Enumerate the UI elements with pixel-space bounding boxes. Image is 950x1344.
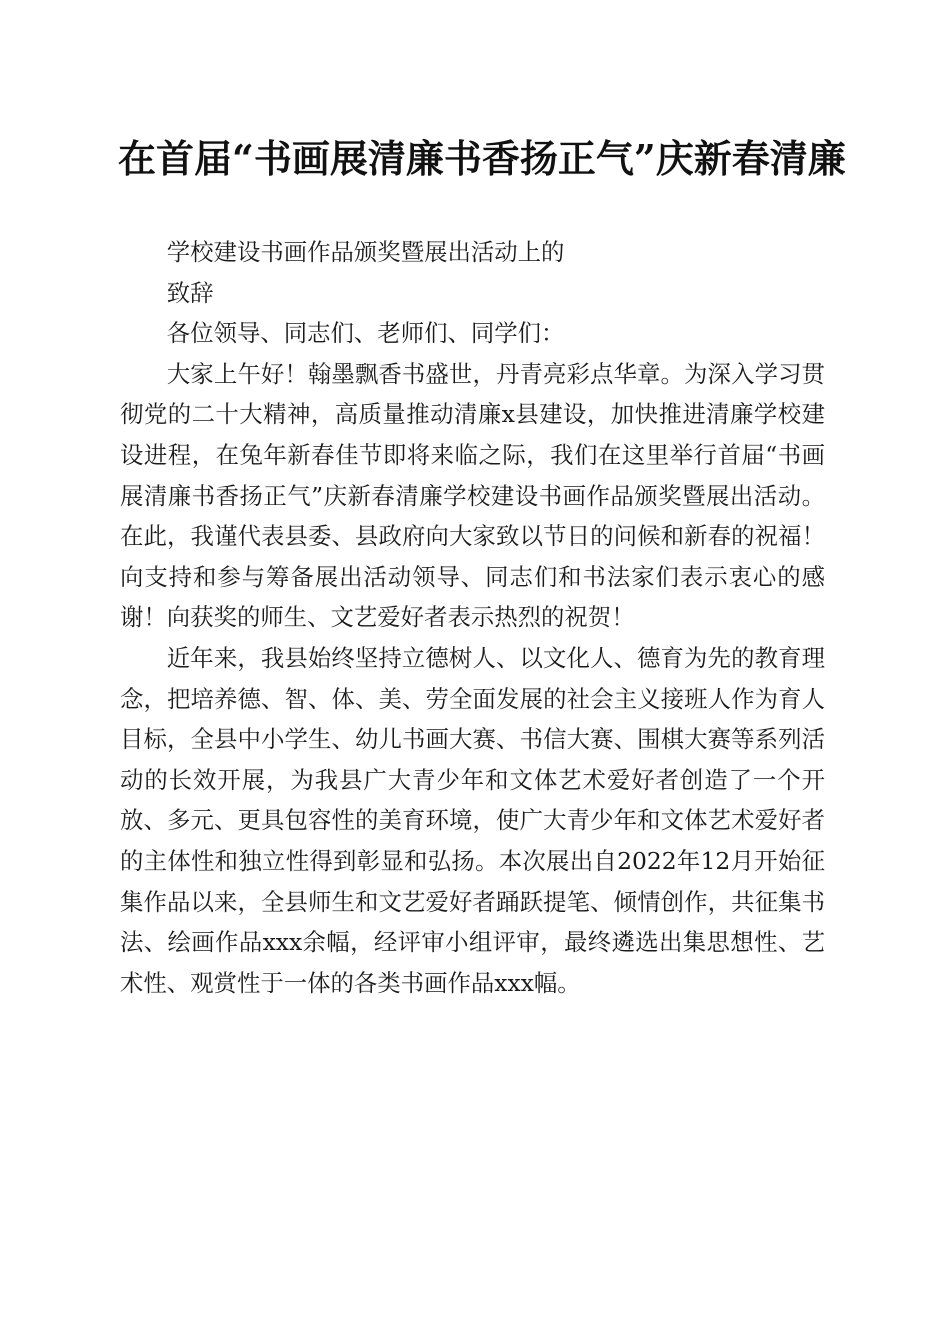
salutation: 各位领导、同志们、老师们、同学们： — [166, 319, 565, 348]
paragraph-background: 近年来，我县始终坚持立德树人、以文化人、德育为先的教育理念，把培养德、智、体、美、劳全面发展的社会主义接班人作为育人目标，全县中小学生、幼儿书画大赛、书信大赛、围棋大赛等系列活动的长效开展，为我县广大青少年和文体艺术爱好者创造了一个开放、多元、更具包容性的美育环境，使广大青少年和文体艺术爱好者的主体性和独立性得到彰显和弘扬。本次展出自2022年12月开始征集作品以来，全县师生和文艺爱好者踊跃提笔、倾情创作，共征集书法、绘画作品xxx余幅，经评审小组评审，最终遴选出集思想性、艺术性、观赏性于一体的各类书画作品xxx幅。 — [120, 643, 825, 997]
document-body — [120, 232, 825, 1003]
document-title: 在首届“书画展清廉书香扬正气”庆新春清廉 — [118, 136, 846, 181]
subtitle-line: 学校建设书画作品颁奖暨展出活动上的 — [166, 238, 565, 266]
paragraph-greeting: 大家上午好！翰墨飘香书盛世，丹青亮彩点华章。为深入学习贯彻党的二十大精神，高质量推动清廉x县建设，加快推进清廉学校建设进程，在兔年新春佳节即将来临之际，我们在这里举行首届“书画展清廉书香扬正气”庆新春清廉学校建设书画作品颁奖暨展出活动。在此，我谨代表县委、县政府向大家致以节日的问候和新春的祝福！向支持和参与筹备展出活动领导、同志们和书法家们表示衷心的感谢！向获奖的师生、文艺爱好者表示热烈的祝贺！ — [120, 359, 825, 632]
subtitle-end: 致辞 — [166, 278, 214, 307]
